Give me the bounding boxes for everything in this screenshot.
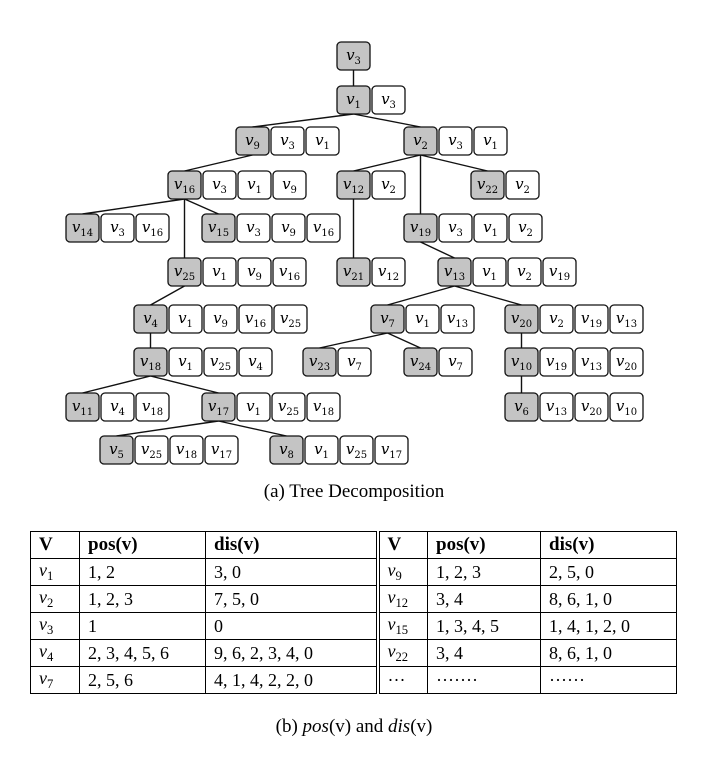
tree-edge-n1-n2 (354, 114, 421, 127)
vertex-label-v17: $v_{17}$ (207, 397, 230, 418)
vertex-label-v16: $v_{16}$ (244, 309, 267, 330)
vertex-label-v3: $v_3$ (381, 90, 396, 111)
vertex-label-v4: $v_4$ (143, 309, 158, 330)
tree-edge-n2-n12 (354, 155, 421, 171)
vertex-label-v2: $v_2$ (515, 175, 530, 196)
tree-node-n8 (270, 436, 408, 464)
tree-node-n3 (337, 42, 370, 70)
table-row (31, 640, 677, 667)
vertex-label-v25: $v_{25}$ (277, 397, 300, 418)
vertex-label-v1: $v_1$ (178, 309, 193, 330)
tree-node-n24 (404, 348, 472, 376)
vertex-label-v16: $v_{16}$ (278, 262, 301, 283)
vertex-label-v7: $v_7$ (380, 309, 395, 330)
table-cell: $v_{22}$ (378, 640, 428, 667)
vertex-label-v24: $v_{24}$ (409, 352, 432, 373)
vertex-label-v25: $v_{25}$ (209, 352, 232, 373)
vertex-label-v3: $v_3$ (346, 46, 361, 67)
table-cell: 1, 2 (80, 559, 206, 586)
caption-arg1: (v) (328, 716, 352, 737)
vertex-label-v13: $v_{13}$ (443, 262, 466, 283)
tree-node-n7 (371, 305, 474, 333)
table-cell: $v_7$ (31, 667, 80, 694)
tree-node-n18 (134, 348, 272, 376)
tree-node-n19 (404, 214, 542, 242)
caption-pos-dis (0, 716, 708, 738)
table-header-cell: dis(v) (541, 532, 677, 559)
tree-node-n12 (337, 171, 405, 199)
table-cell: 7, 5, 0 (206, 586, 378, 613)
vertex-label-v4: $v_4$ (248, 352, 263, 373)
table-cell: 8, 6, 1, 0 (541, 640, 677, 667)
vertex-label-v13: $v_{13}$ (446, 309, 469, 330)
vertex-label-v16: $v_{16}$ (173, 175, 196, 196)
table-cell: 1, 4, 1, 2, 0 (541, 613, 677, 640)
vertex-label-v1: $v_1$ (483, 131, 498, 152)
table-cell: 4, 1, 4, 2, 2, 0 (206, 667, 378, 694)
vertex-label-v23: $v_{23}$ (308, 352, 331, 373)
vertex-label-v9: $v_9$ (213, 309, 228, 330)
table-cell: 1, 2, 3 (428, 559, 541, 586)
tree-node-n2 (404, 127, 507, 155)
vertex-label-v3: $v_3$ (280, 131, 295, 152)
tree-node-n5 (100, 436, 238, 464)
caption-tree-decomposition: (a) Tree Decomposition (263, 481, 445, 502)
tree-node-n20 (505, 305, 643, 333)
table-cell: 9, 6, 2, 3, 4, 0 (206, 640, 378, 667)
vertex-label-v16: $v_{16}$ (141, 218, 164, 239)
vertex-label-v18: $v_{18}$ (141, 397, 164, 418)
vertex-label-v17: $v_{17}$ (210, 440, 233, 461)
vertex-label-v25: $v_{25}$ (279, 309, 302, 330)
table-row (31, 613, 677, 640)
tree-edge-n18-n11 (83, 376, 151, 393)
table-row (31, 667, 677, 694)
vertex-label-v1: $v_1$ (315, 131, 330, 152)
vertex-label-v10: $v_{10}$ (510, 352, 533, 373)
vertex-label-v9: $v_9$ (247, 262, 262, 283)
table-cell: 2, 5, 6 (80, 667, 206, 694)
tree-node-n9 (236, 127, 339, 155)
caption-and-word: and (351, 716, 389, 737)
tree-node-n4 (134, 305, 307, 333)
tree-node-n21 (337, 258, 405, 286)
table-header-cell: V (378, 532, 428, 559)
vertex-label-v1: $v_1$ (482, 262, 497, 283)
tree-node-n11 (66, 393, 169, 421)
table-cell: 3, 4 (428, 640, 541, 667)
vertex-label-v2: $v_2$ (549, 309, 564, 330)
vertex-label-v13: $v_{13}$ (580, 352, 603, 373)
vertex-label-v13: $v_{13}$ (545, 397, 568, 418)
tree-edge-n17-n5 (117, 421, 219, 436)
tree-node-n6 (505, 393, 643, 421)
table-cell: ······· (428, 667, 541, 694)
vertex-label-v16: $v_{16}$ (312, 218, 335, 239)
tree-edge-n19-n13 (421, 242, 455, 258)
table-cell: $v_4$ (31, 640, 80, 667)
tree-edge-n17-n8 (219, 421, 287, 436)
vertex-label-v17: $v_{17}$ (380, 440, 403, 461)
vertex-label-v9: $v_9$ (245, 131, 260, 152)
tree-node-n17 (202, 393, 340, 421)
vertex-label-v2: $v_2$ (517, 262, 532, 283)
vertex-label-v15: $v_{15}$ (207, 218, 230, 239)
vertex-label-v19: $v_{19}$ (548, 262, 571, 283)
vertex-label-v5: $v_5$ (109, 440, 124, 461)
tree-edge-n2-n22 (421, 155, 488, 171)
vertex-label-v9: $v_9$ (282, 175, 297, 196)
vertex-label-v4: $v_4$ (110, 397, 125, 418)
table-cell: $v_9$ (378, 559, 428, 586)
vertex-label-v3: $v_3$ (448, 131, 463, 152)
tree-edge-n13-n7 (388, 286, 455, 305)
vertex-label-v1: $v_1$ (346, 90, 361, 111)
vertex-label-v18: $v_{18}$ (139, 352, 162, 373)
table-cell: 1, 3, 4, 5 (428, 613, 541, 640)
vertex-label-v7: $v_7$ (448, 352, 463, 373)
table-header-row (31, 532, 677, 559)
vertex-label-v19: $v_{19}$ (580, 309, 603, 330)
table-cell: 3, 0 (206, 559, 378, 586)
vertex-label-v18: $v_{18}$ (175, 440, 198, 461)
table-cell: $v_2$ (31, 586, 80, 613)
vertex-label-v11: $v_{11}$ (71, 397, 94, 418)
vertex-label-v1: $v_1$ (246, 397, 261, 418)
table-header-cell: pos(v) (80, 532, 206, 559)
vertex-label-v19: $v_{19}$ (545, 352, 568, 373)
vertex-label-v20: $v_{20}$ (580, 397, 603, 418)
vertex-label-v9: $v_9$ (281, 218, 296, 239)
table-cell: 2, 3, 4, 5, 6 (80, 640, 206, 667)
pos-dis-table (30, 531, 677, 694)
tree-node-n1 (337, 86, 405, 114)
table-cell: 1, 2, 3 (80, 586, 206, 613)
vertex-label-v3: $v_3$ (448, 218, 463, 239)
vertex-label-v14: $v_{14}$ (71, 218, 94, 239)
caption-arg2: (v) (410, 716, 433, 737)
vertex-label-v19: $v_{19}$ (409, 218, 432, 239)
tree-node-n14 (66, 214, 169, 242)
table-header-cell: dis(v) (206, 532, 378, 559)
vertex-label-v6: $v_6$ (514, 397, 529, 418)
vertex-label-v1: $v_1$ (178, 352, 193, 373)
tree-edge-n13-n20 (455, 286, 522, 305)
tree-edge-n1-n9 (253, 114, 354, 127)
vertex-label-v3: $v_3$ (246, 218, 261, 239)
table-cell: $v_{15}$ (378, 613, 428, 640)
vertex-label-v1: $v_1$ (212, 262, 227, 283)
table-row (31, 586, 677, 613)
caption-pos-word: pos (302, 716, 329, 737)
table-cell: 2, 5, 0 (541, 559, 677, 586)
tree-edge-n18-n17 (151, 376, 219, 393)
vertex-label-v10: $v_{10}$ (615, 397, 638, 418)
vertex-label-v2: $v_2$ (518, 218, 533, 239)
vertex-label-v25: $v_{25}$ (345, 440, 368, 461)
table-cell: ······ (541, 667, 677, 694)
table-cell: $v_3$ (31, 613, 80, 640)
caption-dis-word: dis (388, 716, 411, 737)
vertex-label-v1: $v_1$ (483, 218, 498, 239)
vertex-label-v22: $v_{22}$ (476, 175, 499, 196)
tree-edge-n25-n4 (151, 286, 185, 305)
tree-edge-n7-n24 (388, 333, 421, 348)
vertex-label-v18: $v_{18}$ (312, 397, 335, 418)
table-cell: ··· (378, 667, 428, 694)
tree-node-n15 (202, 214, 340, 242)
vertex-label-v12: $v_{12}$ (342, 175, 365, 196)
tree-edge-n9-n16 (185, 155, 253, 171)
tree-node-n23 (303, 348, 371, 376)
table-cell: 8, 6, 1, 0 (541, 586, 677, 613)
vertex-label-v21: $v_{21}$ (342, 262, 365, 283)
vertex-label-v20: $v_{20}$ (615, 352, 638, 373)
vertex-label-v7: $v_7$ (347, 352, 362, 373)
tree-node-n13 (438, 258, 576, 286)
vertex-label-v13: $v_{13}$ (615, 309, 638, 330)
vertex-label-v20: $v_{20}$ (510, 309, 533, 330)
vertex-label-v2: $v_2$ (413, 131, 428, 152)
caption-prefix: (b) (275, 716, 303, 737)
vertex-label-v3: $v_3$ (212, 175, 227, 196)
vertex-label-v2: $v_2$ (381, 175, 396, 196)
tree-edge-n16-n14 (83, 199, 185, 214)
table-row (31, 559, 677, 586)
vertex-label-v12: $v_{12}$ (377, 262, 400, 283)
tree-node-n10 (505, 348, 643, 376)
table-cell: $v_{12}$ (378, 586, 428, 613)
tree-node-n16 (168, 171, 306, 199)
vertex-label-v8: $v_8$ (279, 440, 294, 461)
vertex-label-v1: $v_1$ (247, 175, 262, 196)
table-header-cell: pos(v) (428, 532, 541, 559)
vertex-label-v25: $v_{25}$ (173, 262, 196, 283)
vertex-label-v1: $v_1$ (415, 309, 430, 330)
vertex-label-v1: $v_1$ (314, 440, 329, 461)
tree-edge-n7-n23 (320, 333, 388, 348)
tree-node-n22 (471, 171, 539, 199)
table-cell: $v_1$ (31, 559, 80, 586)
table-cell: 0 (206, 613, 378, 640)
vertex-label-v25: $v_{25}$ (140, 440, 163, 461)
table-cell: 3, 4 (428, 586, 541, 613)
vertex-label-v3: $v_3$ (110, 218, 125, 239)
table-header-cell: V (31, 532, 80, 559)
tree-edge-n16-n15 (185, 199, 219, 214)
table-cell: 1 (80, 613, 206, 640)
tree-node-n25 (168, 258, 306, 286)
